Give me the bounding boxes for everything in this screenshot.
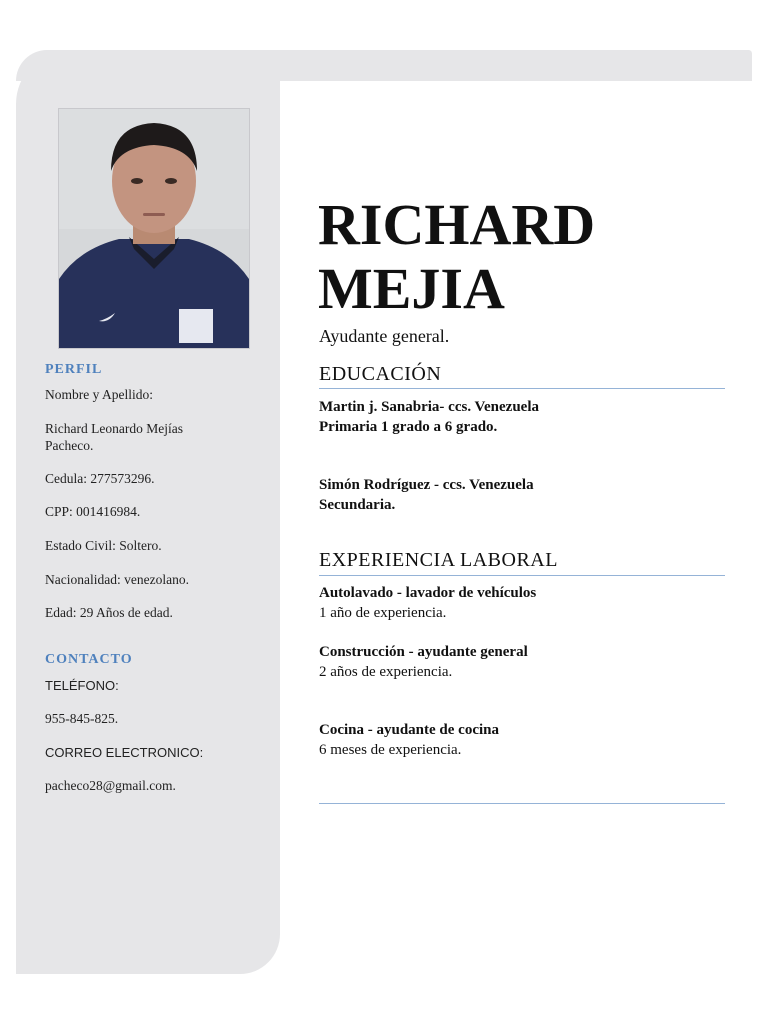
experiencia-entry bbox=[319, 584, 536, 623]
full-name-line2: Pacheco. bbox=[45, 438, 94, 453]
correo-value: pacheco28@gmail.com. bbox=[45, 778, 176, 793]
experiencia-entry-line1: Autolavado - lavador de vehículos bbox=[319, 585, 537, 601]
experiencia-entry-line2: 6 meses de experiencia. bbox=[319, 741, 462, 758]
edad-text: Edad: 29 Años de edad. bbox=[45, 605, 173, 620]
cedula-text: Cedula: 277573296. bbox=[45, 471, 155, 486]
nacionalidad-block bbox=[45, 571, 189, 588]
cedula-block bbox=[45, 470, 155, 487]
candidate-name bbox=[318, 193, 595, 321]
perfil-section bbox=[45, 362, 102, 378]
experiencia-entry-line2: 2 años de experiencia. bbox=[319, 663, 453, 680]
full-name-block bbox=[45, 420, 183, 454]
header-band bbox=[16, 50, 752, 81]
educacion-rule bbox=[319, 388, 725, 389]
first-name: RICHARD bbox=[318, 192, 596, 257]
correo-block bbox=[45, 777, 176, 794]
perfil-heading: PERFIL bbox=[45, 362, 103, 377]
footer-rule bbox=[319, 803, 725, 804]
cpp-text: CPP: 001416984. bbox=[45, 504, 141, 519]
last-name: MEJIA bbox=[318, 256, 505, 321]
estado-civil-text: Estado Civil: Soltero. bbox=[45, 538, 162, 553]
telefono-label-block bbox=[45, 677, 119, 694]
portrait-image bbox=[59, 109, 249, 348]
telefono-block bbox=[45, 710, 118, 727]
educacion-entry-line1: Martin j. Sanabria- ccs. Venezuela bbox=[319, 399, 539, 415]
educacion-entry bbox=[319, 398, 539, 437]
telefono-label: TELÉFONO: bbox=[45, 678, 119, 693]
contacto-heading: CONTACTO bbox=[45, 652, 133, 667]
educacion-entry-line2: Primaria 1 grado a 6 grado. bbox=[319, 418, 498, 435]
name-label-block bbox=[45, 386, 153, 403]
educacion-title: EDUCACIÓN bbox=[319, 363, 442, 385]
telefono-value: 955-845-825. bbox=[45, 711, 119, 726]
nacionalidad-text: Nacionalidad: venezolano. bbox=[45, 572, 189, 587]
educacion-entry-line2: Secundaria. bbox=[319, 496, 396, 513]
experiencia-rule bbox=[319, 575, 725, 576]
educacion-entry-line1: Simón Rodríguez - ccs. Venezuela bbox=[319, 477, 534, 493]
experiencia-entry bbox=[319, 643, 528, 682]
contacto-section bbox=[45, 652, 133, 668]
experiencia-title: EXPERIENCIA LABORAL bbox=[319, 549, 558, 571]
experiencia-entry-line1: Construcción - ayudante general bbox=[319, 644, 528, 660]
correo-label: CORREO ELECTRONICO: bbox=[45, 745, 204, 760]
experiencia-entry bbox=[319, 721, 499, 760]
edad-block bbox=[45, 604, 173, 621]
cpp-block bbox=[45, 503, 140, 520]
full-name-line1: Richard Leonardo Mejías bbox=[45, 421, 183, 436]
correo-label-block bbox=[45, 744, 203, 761]
experiencia-entry-line1: Cocina - ayudante de cocina bbox=[319, 722, 499, 738]
educacion-entry bbox=[319, 476, 534, 515]
role-subtitle: Ayudante general. bbox=[319, 326, 450, 346]
estado-civil-block bbox=[45, 537, 162, 554]
profile-photo bbox=[58, 108, 250, 349]
name-label: Nombre y Apellido: bbox=[45, 387, 153, 402]
experiencia-entry-line2: 1 año de experiencia. bbox=[319, 604, 447, 621]
